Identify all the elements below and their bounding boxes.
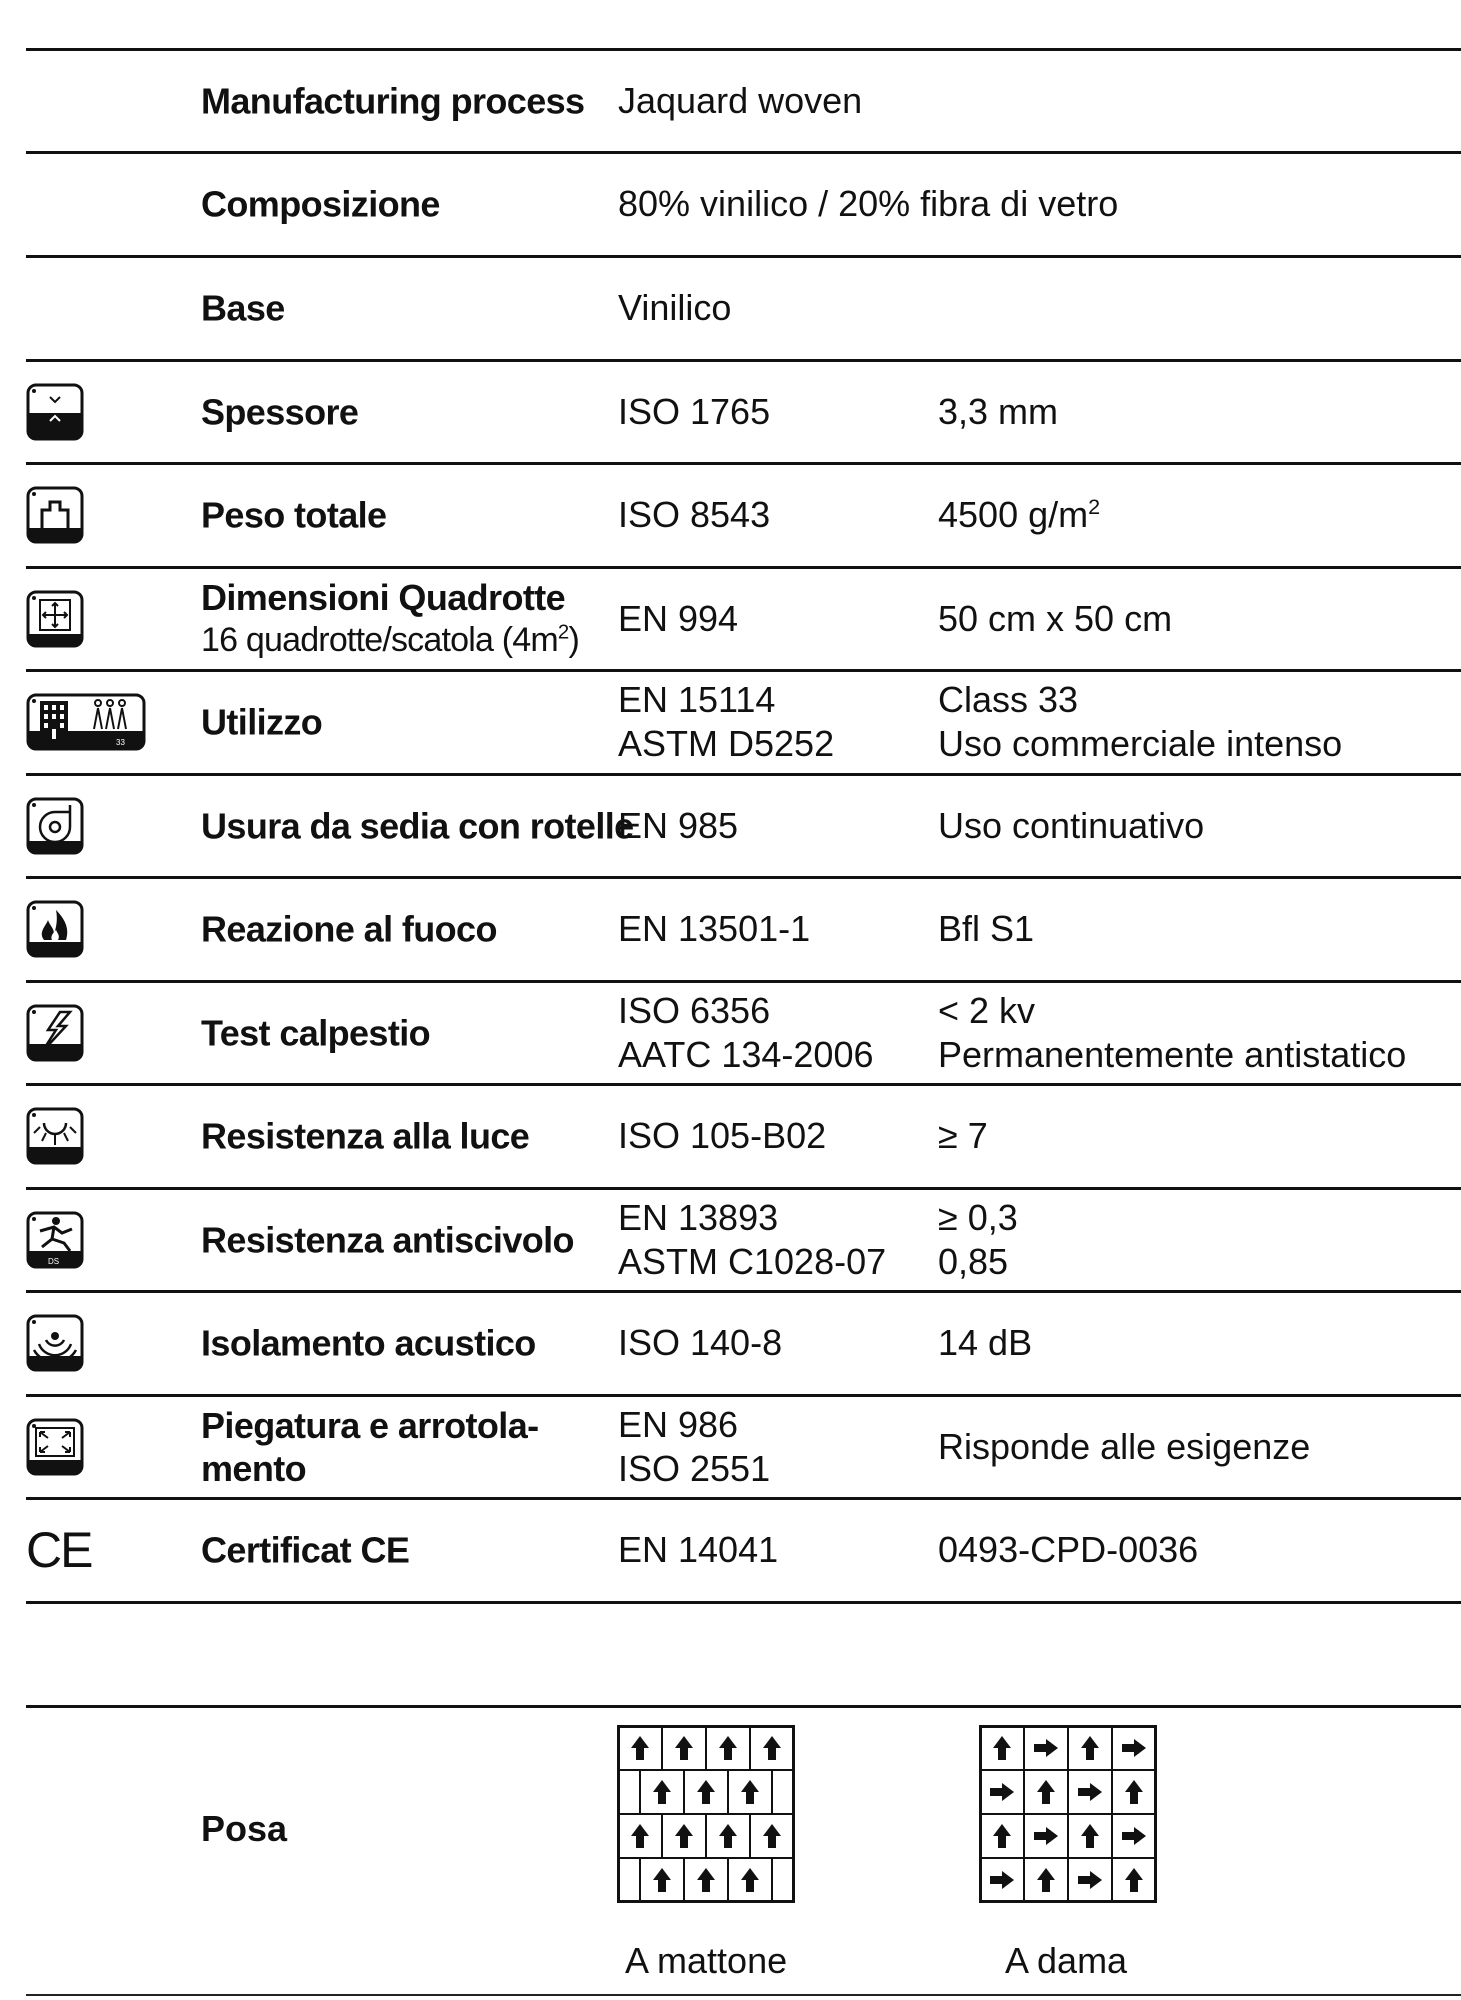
label-line: mento bbox=[201, 1447, 307, 1489]
row-standard: ISO 140-8 bbox=[618, 1321, 783, 1363]
row-standard bbox=[618, 989, 873, 1077]
thickness-icon bbox=[26, 383, 84, 441]
standard-line: ISO 6356 bbox=[618, 989, 771, 1031]
standard-line: ASTM D5252 bbox=[618, 722, 835, 764]
value-line: Uso commerciale intenso bbox=[938, 722, 1343, 764]
row-label: Isolamento acustico bbox=[201, 1322, 536, 1363]
table-row bbox=[26, 1292, 1461, 1393]
row-value: Bfl S1 bbox=[938, 907, 1035, 949]
standard-line: EN 986 bbox=[618, 1403, 739, 1445]
row-value bbox=[938, 1196, 1018, 1284]
standard-line: AATC 134-2006 bbox=[618, 1033, 874, 1075]
standard-line: ISO 2551 bbox=[618, 1447, 771, 1489]
static-icon bbox=[26, 1004, 84, 1062]
value-superscript: 2 bbox=[1088, 493, 1101, 519]
row-standard: EN 994 bbox=[618, 597, 739, 639]
row-standard bbox=[618, 1403, 770, 1491]
row-standard bbox=[618, 1196, 886, 1284]
row-standard: ISO 1765 bbox=[618, 390, 771, 432]
standard-line: ASTM C1028-07 bbox=[618, 1240, 887, 1282]
fire-icon bbox=[26, 900, 84, 958]
table-row bbox=[26, 1499, 1461, 1600]
row-value: Risponde alle esigenze bbox=[938, 1425, 1311, 1467]
row-standard: ISO 8543 bbox=[618, 493, 771, 535]
acoustic-icon bbox=[26, 1314, 84, 1372]
dimensions-icon bbox=[26, 590, 84, 648]
row-value: Vinilico bbox=[618, 286, 732, 328]
table-row bbox=[26, 1085, 1461, 1186]
row-value bbox=[938, 493, 1100, 537]
table-row bbox=[26, 464, 1461, 565]
brick-pattern-icon bbox=[617, 1725, 795, 1903]
row-standard: EN 14041 bbox=[618, 1528, 779, 1570]
row-value: ≥ 7 bbox=[938, 1114, 988, 1156]
value-line: Permanentemente antistatico bbox=[938, 1033, 1407, 1075]
table-rule bbox=[26, 1601, 1461, 1604]
table-rule bbox=[26, 1994, 1461, 1996]
castor-chair-icon bbox=[26, 797, 84, 855]
row-label: Peso totale bbox=[201, 494, 387, 535]
row-label: Resistenza antiscivolo bbox=[201, 1219, 574, 1260]
table-row bbox=[26, 671, 1461, 772]
weight-icon bbox=[26, 486, 84, 544]
table-row bbox=[26, 361, 1461, 462]
pattern-caption: A dama bbox=[1005, 1940, 1128, 1981]
table-row bbox=[26, 1396, 1461, 1497]
row-standard: EN 985 bbox=[618, 804, 739, 846]
row-standard bbox=[618, 678, 834, 766]
row-label bbox=[201, 1404, 539, 1490]
table-row bbox=[26, 257, 1461, 358]
row-standard: EN 13501-1 bbox=[618, 907, 811, 949]
value-line: ≥ 0,3 bbox=[938, 1196, 1018, 1238]
row-value: Jaquard woven bbox=[618, 79, 863, 121]
row-label: Composizione bbox=[201, 183, 440, 224]
label-line: Piegatura e arrotola- bbox=[201, 1404, 539, 1446]
table-row bbox=[26, 878, 1461, 979]
row-label: Test calpestio bbox=[201, 1012, 431, 1053]
posa-label: Posa bbox=[201, 1808, 288, 1849]
checkerboard-pattern-icon bbox=[979, 1725, 1157, 1903]
table-rule bbox=[26, 1705, 1461, 1708]
light-icon bbox=[26, 1107, 84, 1165]
row-label: Base bbox=[201, 287, 285, 328]
row-label: Utilizzo bbox=[201, 701, 323, 742]
row-value: 3,3 mm bbox=[938, 390, 1059, 432]
ce-mark-icon: CE bbox=[26, 1521, 92, 1578]
label-main: Dimensioni Quadrotte bbox=[201, 576, 566, 618]
table-row bbox=[26, 1189, 1461, 1290]
table-row bbox=[26, 568, 1461, 669]
row-value bbox=[938, 678, 1342, 766]
label-sub-superscript: 2 bbox=[557, 621, 569, 644]
value-line: < 2 kv bbox=[938, 989, 1036, 1031]
row-value: 14 dB bbox=[938, 1321, 1033, 1363]
slip-icon-label: DS bbox=[48, 1256, 60, 1266]
table-row bbox=[26, 50, 1461, 151]
row-label bbox=[201, 576, 579, 662]
usage-icon-class: 33 bbox=[116, 737, 125, 747]
row-label: Usura da sedia con rotelle bbox=[201, 805, 634, 846]
folding-icon bbox=[26, 1418, 84, 1476]
table-row bbox=[26, 982, 1461, 1083]
row-value: Uso continuativo bbox=[938, 804, 1205, 846]
table-row bbox=[26, 775, 1461, 876]
usage-icon bbox=[26, 693, 146, 751]
value-line: 0,85 bbox=[938, 1240, 1009, 1282]
value-line: Class 33 bbox=[938, 678, 1079, 720]
standard-line: EN 13893 bbox=[618, 1196, 779, 1238]
table-row bbox=[26, 153, 1461, 254]
slip-icon bbox=[26, 1211, 84, 1269]
row-value: 80% vinilico / 20% fibra di vetro bbox=[618, 182, 1119, 224]
value-text: 4500 g/m bbox=[938, 493, 1089, 535]
row-value: 0493-CPD-0036 bbox=[938, 1528, 1199, 1570]
row-label: Certificat CE bbox=[201, 1529, 410, 1570]
row-standard: ISO 105-B02 bbox=[618, 1114, 827, 1156]
label-sub bbox=[201, 619, 579, 662]
standard-line: EN 15114 bbox=[618, 678, 776, 720]
row-value: 50 cm x 50 cm bbox=[938, 597, 1173, 639]
label-sub-text: 16 quadrotte/scatola (4m bbox=[201, 620, 558, 659]
label-sub-end: ) bbox=[568, 620, 579, 659]
row-label: Reazione al fuoco bbox=[201, 908, 497, 949]
row-label: Resistenza alla luce bbox=[201, 1115, 530, 1156]
row-label: Spessore bbox=[201, 391, 359, 432]
row-value bbox=[938, 989, 1406, 1077]
pattern-caption: A mattone bbox=[625, 1940, 788, 1981]
row-label: Manufacturing process bbox=[201, 80, 585, 121]
